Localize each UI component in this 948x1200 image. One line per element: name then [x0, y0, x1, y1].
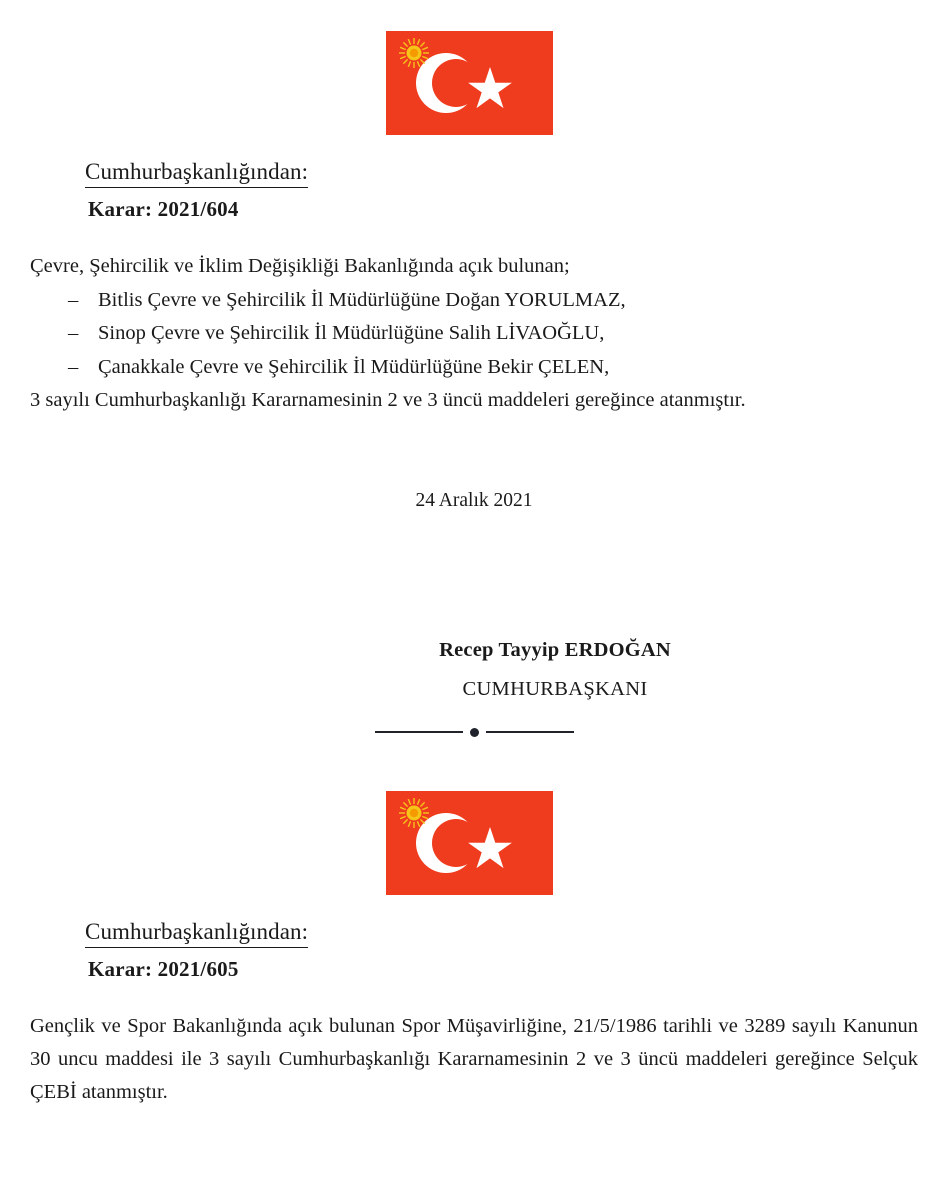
- intro-line: Çevre, Şehircilik ve İklim Değişikliği Bakanlığında açık bulunan;: [30, 254, 570, 277]
- sun-emblem-icon: [399, 38, 429, 68]
- signature-title: CUMHURBAŞKANI: [462, 677, 648, 700]
- divider-rule-right: [486, 731, 574, 733]
- turkish-flag-icon: [386, 31, 553, 135]
- dash-bullet-icon: –: [68, 355, 79, 378]
- issuer-row: [0, 158, 948, 188]
- decree-body-2: Gençlik ve Spor Bakanlığında açık bulunan Spor Müşavirliğine, 21/5/1986 tarihli ve 3289 sayılı Kanunun 30 uncu maddesi ile 3 sayılı Cumhurbaşkanlığı Kararnamesinin 2 ve 3 üncü maddeleri gereğince Selçuk ÇEBİ atanmıştır.: [30, 1014, 918, 1104]
- appointment-text: Bitlis Çevre ve Şehircilik İl Müdürlüğüne Doğan YORULMAZ,: [98, 288, 626, 311]
- appointment-list: [30, 284, 918, 384]
- decree-block-1: [0, 158, 948, 418]
- section-divider: [0, 723, 948, 741]
- divider-dot-icon: [470, 728, 479, 737]
- appointment-text: Sinop Çevre ve Şehircilik İl Müdürlüğüne Salih LİVAOĞLU,: [98, 322, 605, 345]
- turkish-flag-emblem-bottom: [386, 791, 553, 895]
- signature-block: [0, 638, 948, 701]
- decree-body-1: [30, 250, 918, 418]
- list-item: [30, 317, 918, 350]
- decree-date: 24 Aralık 2021: [415, 490, 533, 511]
- appointment-text: Çanakkale Çevre ve Şehircilik İl Müdürlüğüne Bekir ÇELEN,: [98, 355, 610, 378]
- dash-bullet-icon: –: [68, 322, 79, 345]
- closing-line: 3 sayılı Cumhurbaşkanlığı Kararnamesinin 2 ve 3 üncü maddeleri gereğince atanmıştır.: [30, 389, 746, 412]
- sun-emblem-icon: [399, 798, 429, 828]
- divider-rule-left: [375, 731, 463, 733]
- decision-number: Karar: 2021/605: [88, 956, 239, 981]
- list-item: [30, 351, 918, 384]
- decision-number: Karar: 2021/604: [88, 196, 239, 221]
- signature-name: Recep Tayyip ERDOĞAN: [439, 639, 671, 661]
- issuer-heading: Cumhurbaşkanlığından:: [85, 158, 308, 188]
- turkish-flag-icon: [386, 791, 553, 895]
- list-item: [30, 284, 918, 317]
- issuer-heading: Cumhurbaşkanlığından:: [85, 918, 308, 948]
- decree-block-2: [0, 918, 948, 1109]
- turkish-flag-emblem-top: [386, 31, 553, 135]
- dash-bullet-icon: –: [68, 288, 79, 311]
- issuer-row: [0, 918, 948, 948]
